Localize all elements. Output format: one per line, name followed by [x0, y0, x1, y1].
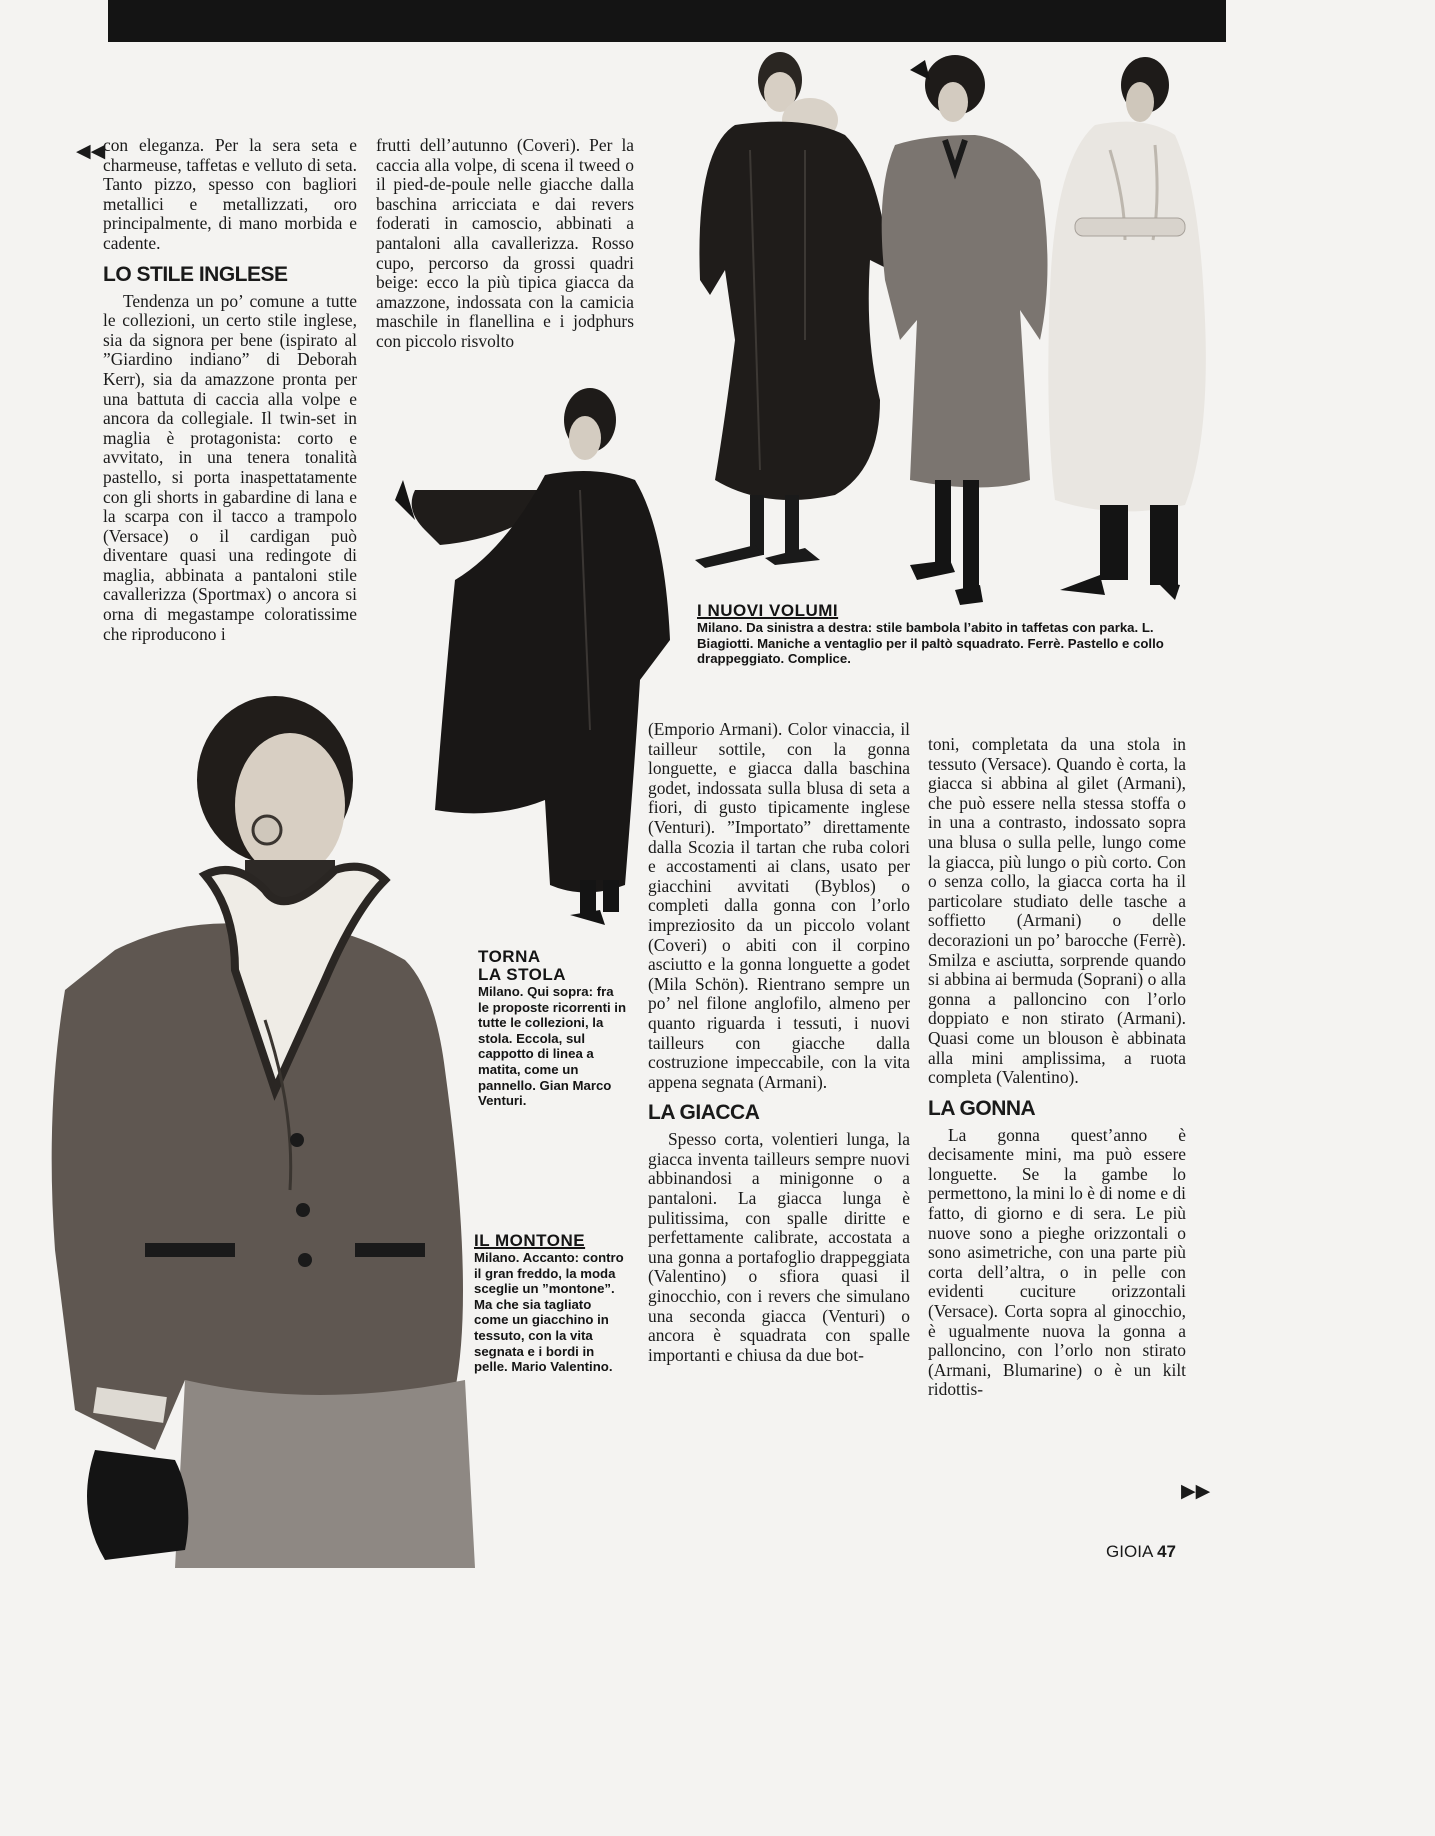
- caption-stola-text: Milano. Qui sopra: fra le proposte ricorrenti in tutte le collezioni, la stola. Eccola, sul cappotto di linea a matita, come un pannello. Gian Marco Venturi.: [478, 984, 627, 1109]
- continued-from-marker: ◀◀: [76, 140, 106, 162]
- caption-nuovi-volumi-text: Milano. Da sinistra a destra: stile bambola l’abito in taffetas con parka. L. Biagiotti. Maniche a ventaglio per il paltò squadrato. Ferrè. Pastello e collo drappeggiato. Complice.: [697, 620, 1164, 667]
- page-footer: [1106, 1542, 1176, 1562]
- caption-torna-la-stola: [478, 948, 628, 1109]
- heading-lo-stile-inglese: LO STILE INGLESE: [103, 262, 288, 286]
- caption-nuovi-volumi: [697, 602, 1167, 667]
- heading-la-gonna: LA GONNA: [928, 1096, 1036, 1120]
- top-black-bar: [108, 0, 1226, 42]
- col1-body: Tendenza un po’ comune a tutte le collezioni, un certo stile inglese, sia da signora per bene (ispirato al ”Giardino indiano” di Deborah Kerr), sia da amazzone pronta per una battuta di caccia alla volpe e ancora da collegiale. Il twin-set in maglia è protagonista: corto e avvitato, in una tenera tonalità pastello, si porta inaspettatamente con gli shorts in gabardine di lana e la scarpa con il tacco a trampolo (Versace) o il cardigan può diventare quasi una redingote di maglia, abbinata a pantaloni stile cavallerizza (Sportmax) o ancora si orna di megastampe coloratissime che riproducono i: [103, 290, 357, 644]
- heading-la-giacca: LA GIACCA: [648, 1101, 760, 1125]
- caption-montone-heading: IL MONTONE: [474, 1231, 586, 1250]
- article-column-1: [103, 136, 357, 644]
- caption-stola-heading-1: TORNA: [478, 947, 541, 966]
- caption-montone-text: Milano. Accanto: contro il gran freddo, la moda sceglie un ”montone”. Ma che sia tagliato come un giacchino in tessuto, con la vita segnata e i bordi in pelle. Mario Valentino.: [474, 1250, 624, 1375]
- col2-body: frutti dell’autunno (Coveri). Per la caccia alla volpe, di scena il tweed o il pied-de-poule nelle giacche dalla baschina arricciata e dai revers foderati in camoscio, abbinati a pantaloni alla cavallerizza. Rosso cupo, percorso da grossi quadri beige: ecco la più tipica giacca da amazzone, indossata con la camicia maschile in flanellina e i jodphurs con piccolo risvolto: [376, 135, 634, 351]
- caption-stola-heading-2: LA STOLA: [478, 965, 567, 984]
- article-column-2: [376, 136, 634, 352]
- article-column-4: [928, 735, 1186, 1400]
- col4-body: toni, completata da una stola in tessuto (Versace). Quando è corta, la giacca si abbina al gilet (Armani), che può essere nella stessa stoffa o in una a contrasto, indossato sopra una blusa o sulla pelle, lungo come la giacca, più lungo o più corto. Con o senza collo, la giacca corta ha il particolare studiato delle tasche a soffietto (Armani) o delle decorazioni un po’ barocche (Ferrè). Smilza e asciutta, sorprende quando si abbina ai bermuda (Soprani) o alla gonna a palloncino con l’orlo doppiato e non stirato (Armani). Quasi come un blouson è abbinata alla mini amplissima, a ruota completa (Valentino).: [928, 734, 1186, 1088]
- caption-il-montone: [474, 1232, 629, 1375]
- page-number: 47: [1157, 1542, 1176, 1561]
- col1-intro: con eleganza. Per la sera seta e charmeuse, taffetas e velluto di seta. Tanto pizzo, spesso con bagliori metallici e metallizzati, oro principalmente, di mano morbida e cadente.: [103, 135, 357, 253]
- col3-body: (Emporio Armani). Color vinaccia, il tailleur sottile, con la gonna longuette, e giacca dalla baschina godet, indossata sulla blusa di seta a fiori, di gusto tipicamente inglese (Venturi). ”Importato” direttamente dalla Scozia il tartan che ruba colori e accostamenti ai clans, usato per giacchini avvitati (Byblos) o completi dalla gonna con l’orlo impreziosito da un piccolo volant (Coveri) o abiti con il corpino asciutto e la gonna longuette a godet (Mila Schön). Rientrano sempre un po’ nel filone anglofilo, almeno per quanto riguarda i tessuti, i nuovi tailleurs con giacche dalla costruzione impeccabile, con la vita appena segnata (Armani).: [648, 719, 910, 1092]
- model-shearling-jacket-photo: [35, 690, 480, 1568]
- magazine-name: GIOIA: [1106, 1542, 1153, 1561]
- article-column-3: [648, 720, 910, 1365]
- col3-body2: Spesso corta, volentieri lunga, la giacca inventa tailleurs sempre nuovi abbinandosi a minigonne o a pantaloni. La giacca lunga è pulitissima, con spalle diritte e perfettamente calibrate, accostata a una gonna a portafoglio drappeggiata (Valentino) o sfiora quasi il ginocchio, con i revers che simulano una seconda giacca (Venturi) o ancora è squadrata con spalle importanti e chiusa da due bot-: [648, 1129, 910, 1365]
- caption-nuovi-volumi-heading: I NUOVI VOLUMI: [697, 601, 839, 620]
- continued-on-marker: ▶▶: [1181, 1480, 1211, 1502]
- col4-body2: La gonna quest’anno è decisamente mini, ma può essere longuette. Se la gambe lo permettono, la mini lo è di nome e di fatto, di giorno e di sera. Le più nuove sono a pieghe orizzontali o sono asimetriche, con una parte più corta dell’altra, o in pelle con evidenti cuciture orizzontali (Versace). Corta sopra al ginocchio, è ugualmente nuova la gonna a palloncino, con l’orlo non stirato (Armani, Blumarine) o è un kilt ridottis-: [928, 1124, 1186, 1400]
- three-models-coats-photo: [655, 40, 1220, 610]
